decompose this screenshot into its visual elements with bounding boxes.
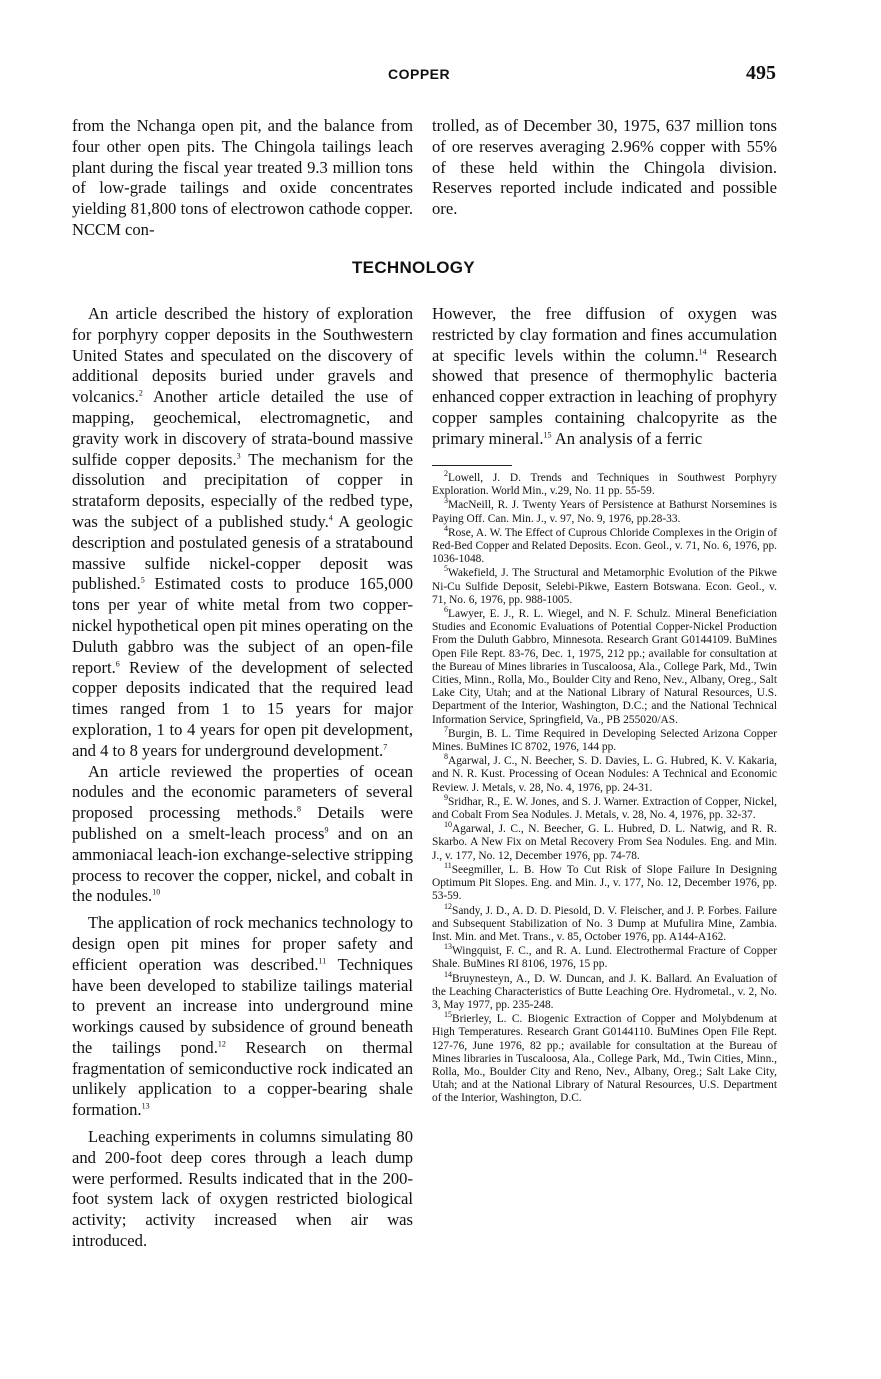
footnote — [432, 793, 777, 822]
paragraph-text: trolled, as of December 30, 1975, 637 million tons of ore reserves averaging 2.96% copper with 55% of these held within the Chingola division. Reserves reported include indicated and possible ore. — [432, 116, 777, 219]
page-header — [0, 62, 881, 90]
footnote — [432, 469, 777, 498]
top-left-paragraph — [72, 116, 413, 241]
footnote-text: Sridhar, R., E. W. Jones, and S. J. Warner. Extraction of Copper, Nickel, and Cobalt From Sea Nodules. J. Metals, v. 28, No. 4, 1976, pp. 32-37. — [432, 795, 777, 822]
footnote-text: Rose, A. W. The Effect of Cuprous Chloride Complexes in the Origin of Red-Bed Copper and Related Deposits. Econ. Geol., v. 71, No. 6, 1976, pp. 1036-1048. — [432, 526, 777, 566]
footnote-number: 11 — [444, 861, 452, 871]
footnote-number: 3 — [444, 496, 448, 506]
sentence-text: An analysis of a ferric — [551, 428, 703, 448]
paragraph — [72, 913, 413, 1121]
footnote-text: Lowell, J. D. Trends and Techniques in Southwest Porphyry Exploration. World Min., v.29, No. 11 pp. 55-59. — [432, 472, 777, 498]
footnote-text: Wingquist, F. C., and R. A. Lund. Electrothermal Fracture of Copper Shale. BuMines RI 8106, 1976, 15 pp. — [432, 945, 777, 971]
footnote — [432, 496, 777, 525]
footnote-text: MacNeill, R. J. Twenty Years of Persistence at Bathurst Norsemines is Paying Off. Can. Min. J., v. 97, No. 9, 1976, pp.28-33. — [432, 499, 777, 525]
sentence-text: A geologic description and postulated genesis of a stratabound massive sulfide nickel-copper deposit was published. — [72, 511, 413, 594]
page-number: 495 — [746, 62, 776, 84]
right-column — [432, 304, 777, 450]
paragraph — [72, 762, 413, 908]
running-title: COPPER — [388, 66, 451, 82]
footnote — [432, 605, 777, 727]
footnote — [432, 524, 777, 567]
paragraph-text: from the Nchanga open pit, and the balance from four other open pits. The Chingola tailings leach plant during the fiscal year treated 9.3 million tons of low-grade tailings and oxide concentrates yielding 81,800 tons of electrowon cathode copper. NCCM con- — [72, 116, 413, 239]
footnote-number: 10 — [444, 820, 452, 830]
sentence-text: However, the free diffusion of oxygen was restricted by clay formation and fines accumulation at specific levels within the column. — [432, 304, 777, 365]
footnote-number: 12 — [444, 901, 452, 911]
footnote — [432, 752, 777, 795]
sentence-text: Leaching experiments in columns simulating 80 and 200-foot deep cores through a leach dump were performed. Results indicated that in the 200-foot system lack of oxygen restricted biological activity; activity increased when air was introduced. — [72, 1127, 413, 1251]
footnote-text: Brierley, L. C. Biogenic Extraction of Copper and Molybdenum at High Temperatures. Research Grant G0144110. BuMines Open File Rept. 127-76, June 1976, 82 pp.; available for consultation at the Bureau of Mines libraries in Tuscaloosa, Ala., College Park, Md., Twin Cities, Minn., Rolla, Mo., Boulder City and Reno, Nev., Albany, Oreg.; Salt Lake City, Utah; and at the National Library of Natural Resources, U.S. Department of the Interior, Washington, D.C. — [432, 1013, 777, 1105]
footnote-number: 2 — [444, 469, 448, 479]
sentence-text: An article described the history of exploration for porphyry copper deposits in the Southwestern United States and speculated on the discovery of additional deposits buried under gravels and volcanics. — [72, 304, 413, 407]
top-right-paragraph — [432, 116, 777, 220]
footnote-text: Lawyer, E. J., R. L. Wiegel, and N. F. Schulz. Mineral Beneficiation Studies and Economic Evaluations of Potential Copper-Nickel Production From the Duluth Gabbro, Minnesota. Research Grant G0144109. BuMines Open File Rept. 83-76, Dec. 1, 1975, 212 pp.; available for consultation at the Bureau of Mines libraries in Tuscaloosa, Ala., College Park, Md., Twin Cities, Minn., Rolla, Mo., Boulder City and Reno, Nev., Albany, Oreg., Salt Lake City, Utah; and at the National Library of Natural Resources, U.S. Department of the Interior, Washington, D.C.; and the National Technical Information Service, Springfield, Va., PB 255020/AS. — [432, 608, 777, 726]
footnote-text: Bruynesteyn, A., D. W. Duncan, and J. K. Ballard. An Evaluation of the Leaching Characteristics of Butte Leaching Ore. Hydrometal., v. 2, No. 3, May 1977, pp. 235-248. — [432, 972, 777, 1011]
footnote-number: 6 — [444, 605, 448, 615]
footnote-ref: 12 — [217, 1039, 226, 1049]
footnote — [432, 1010, 777, 1105]
section-title: TECHNOLOGY — [352, 258, 475, 277]
footnote-ref: 6 — [115, 659, 120, 669]
footnote-ref: 14 — [698, 347, 707, 357]
sentence-text: Details were published on a smelt-leach process — [72, 803, 413, 843]
footnotes — [432, 469, 777, 1107]
footnote-ref: 9 — [324, 825, 329, 835]
sentence-text: The mechanism for the dissolution and precipitation of copper in strataform deposits, especially of the redbed type, was the subject of a published study. — [72, 449, 413, 531]
footnote-text: Burgin, B. L. Time Required in Developing Selected Arizona Copper Mines. BuMines IC 8702, 1976, 144 pp. — [432, 727, 777, 754]
footnote-ref: 2 — [138, 388, 143, 398]
footnote-rule — [432, 465, 512, 466]
footnote — [432, 969, 777, 1013]
footnote-ref: 7 — [383, 742, 388, 752]
footnote-number: 14 — [444, 969, 452, 979]
footnote-text: Agarwal, J. C., N. Beecher, S. D. Davies, L. G. Hubred, K. V. Kakaria, and N. R. Kust. Processing of Ocean Nodules: A Technical and Economic Review. J. Metals, v. 28, No. 4, 1976, pp. 24-31. — [432, 755, 777, 794]
footnote-ref: 10 — [152, 887, 161, 897]
sentence-text: Techniques have been developed to stabilize tailings material to prevent an increase into underground mine workings caused by subsidence of ground beneath the tailings pond. — [72, 954, 413, 1057]
footnote-ref: 11 — [318, 956, 327, 966]
sentence-text: An article reviewed the properties of ocean nodules and the economic parameters of several proposed processing methods. — [72, 761, 413, 823]
footnote-ref: 3 — [236, 451, 241, 461]
footnote — [432, 564, 777, 607]
paragraph — [72, 1127, 413, 1252]
paragraph — [72, 304, 413, 762]
footnote-text: Seegmiller, L. B. How To Cut Risk of Slope Failure In Designing Optimum Pit Slopes. Eng. and Min. J., v. 177, No. 12, December 1976, pp. 53-59. — [432, 863, 777, 903]
footnote-number: 8 — [444, 752, 448, 762]
footnote-number: 7 — [444, 725, 448, 735]
sentence-text: Research on thermal fragmentation of semiconductive rock indicated an unlikely application to a copper-bearing shale formation. — [72, 1037, 414, 1120]
footnote — [432, 861, 777, 904]
footnote — [432, 820, 777, 863]
footnote-ref: 4 — [328, 513, 333, 523]
sentence-text: Estimated costs to produce 165,000 tons per year of white metal from two copper-nickel hypothetical open pit mines operating on the Duluth gabbro was the subject of an open-file report. — [72, 574, 413, 677]
footnote-ref: 5 — [140, 575, 145, 585]
footnote — [432, 901, 777, 945]
left-column — [72, 304, 413, 1252]
sentence-text: The application of rock mechanics technology to design open pit mines for proper safety and efficient operation was described. — [72, 913, 413, 974]
sentence-text: Research showed that presence of thermophylic bacteria enhanced copper extraction in leaching of prophyry copper samples containing chalcopyrite as the primary mineral. — [432, 345, 777, 448]
footnote-ref: 13 — [141, 1101, 150, 1111]
footnote-number: 4 — [444, 524, 448, 534]
footnote-text: Sandy, J. D., A. D. D. Piesold, D. V. Fleischer, and J. P. Forbes. Failure and Subsequent Stabilization of No. 3 Dump at Mufulira Mine, Zambia. Inst. Min. and Met. Trans., v. 85, October 1976, pp. A144-A162. — [432, 904, 777, 943]
sentence-text: Review of the development of selected copper deposits indicated that the required lead times ranged from 1 to 15 years for major exploration, 1 to 4 years for open pit development, and 4 to 8 years for underground development. — [72, 657, 413, 760]
footnote — [432, 942, 777, 971]
sentence-text: Another article detailed the use of mapping, geochemical, electromagnetic, and gravity work in discovery of strata-bound massive sulfide copper deposits. — [72, 387, 413, 469]
footnote-number: 5 — [444, 564, 448, 574]
footnote — [432, 725, 777, 754]
footnote-number: 13 — [444, 942, 452, 952]
footnote-number: 9 — [444, 793, 448, 803]
sentence-text: and on an ammoniacal leach-ion exchange-selective stripping process to recover the copper, nickel, and cobalt in the nodules. — [72, 823, 413, 906]
footnote-ref: 15 — [543, 430, 552, 440]
footnote-ref: 8 — [296, 804, 301, 814]
footnote-number: 15 — [444, 1010, 452, 1020]
footnote-text: Agarwal, J. C., N. Beecher, G. L. Hubred, D. L. Natwig, and R. R. Skarbo. A New Fix on Metal Recovery From Sea Nodules. Eng. and Min. J., v. 177, No. 12, December 1976, pp. 74-78. — [432, 823, 777, 862]
footnote-text: Wakefield, J. The Structural and Metamorphic Evolution of the Pikwe Ni-Cu Sulfide Deposit, Selebi-Pikwe, Eastern Botswana. Econ. Geol., v. 71, No. 6, 1976, pp. 988-1005. — [432, 567, 777, 606]
paragraph — [432, 304, 777, 450]
